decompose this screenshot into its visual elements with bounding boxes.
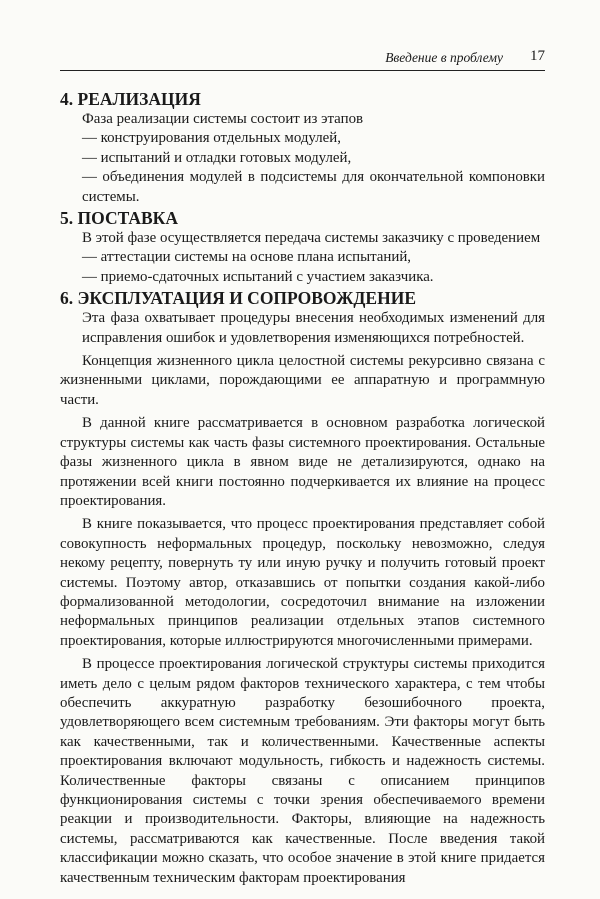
list-item: — приемо-сдаточных испытаний с участием заказчика. <box>82 268 434 285</box>
running-header <box>60 44 545 71</box>
body-paragraph: Концепция жизненного цикла целостной системы рекурсивно связана с жизненными циклами, порождающими ее аппаратную и программную части. <box>60 353 545 408</box>
list-item: — конструирования отдельных модулей, <box>82 130 341 147</box>
section-intro: В этой фазе осуществляется передача системы заказчику с проведением <box>82 230 541 247</box>
list-item: — объединения модулей в подсистемы для окончательной компоновки системы. <box>82 169 545 205</box>
section-intro: Фаза реализации системы состоит из этапов <box>82 111 364 127</box>
section-heading: 4. РЕАЛИЗАЦИЯ <box>60 89 201 109</box>
list-item: — аттестации системы на основе плана испытаний, <box>82 249 412 266</box>
body-paragraph: В книге показывается, что процесс проектирования представляет собой совокупность неформальных процедур, поскольку невозможно, следуя некому рецепту, повернуть ту или иную ручку и получить готовый проект системы. Поэтому автор, отказавшись от попытки создания какой-либо формализованной методологии, сосредоточил внимание на изложении неформальных принципов реализации отдельных этапов системного проектирования, которые иллюстрируются многочисленными примерами. <box>60 516 545 649</box>
page-body <box>60 88 545 888</box>
page-number: 17 <box>530 48 545 64</box>
section-heading: 5. ПОСТАВКА <box>60 208 179 229</box>
list-item: — испытаний и отладки готовых модулей, <box>82 149 352 166</box>
body-paragraph: В данной книге рассматривается в основном разработка логической структуры системы как часть фазы системного проектирования. Остальные фазы жизненного цикла в явном виде не детализируются, однако на протяжении всей книги постоянно подчеркивается их влияние на процесс проектирования. <box>60 415 545 509</box>
section-intro: Эта фаза охватывает процедуры внесения необходимых изменений для исправления ошибок и удовлетворения изменяющихся потребностей. <box>82 310 545 346</box>
body-paragraph: В процессе проектирования логической структуры системы приходится иметь дело с целым рядом факторов технического характера, с тем чтобы обеспечить аккуратную разработку безошибочного проекта, удовлетворяющего всем системным требованиям. Эти факторы могут быть как качественными, так и количественными. Качественные аспекты проектирования включают модульность, гибкость и надежность системы. Количественные факторы связаны с описанием принципов функционирования системы с точки зрения обеспечиваемого времени реакции и производительности. Факторы, влияющие на надежность системы, рассматриваются как качественные. После введения такой классификации можно сказать, что особое значение в этой книге придается качественным техническим факторам проектирования <box>60 656 545 886</box>
running-header-title: Введение в проблему <box>385 50 503 65</box>
section-heading: 6. ЭКСПЛУАТАЦИЯ И СОПРОВОЖДЕНИЕ <box>60 288 416 309</box>
